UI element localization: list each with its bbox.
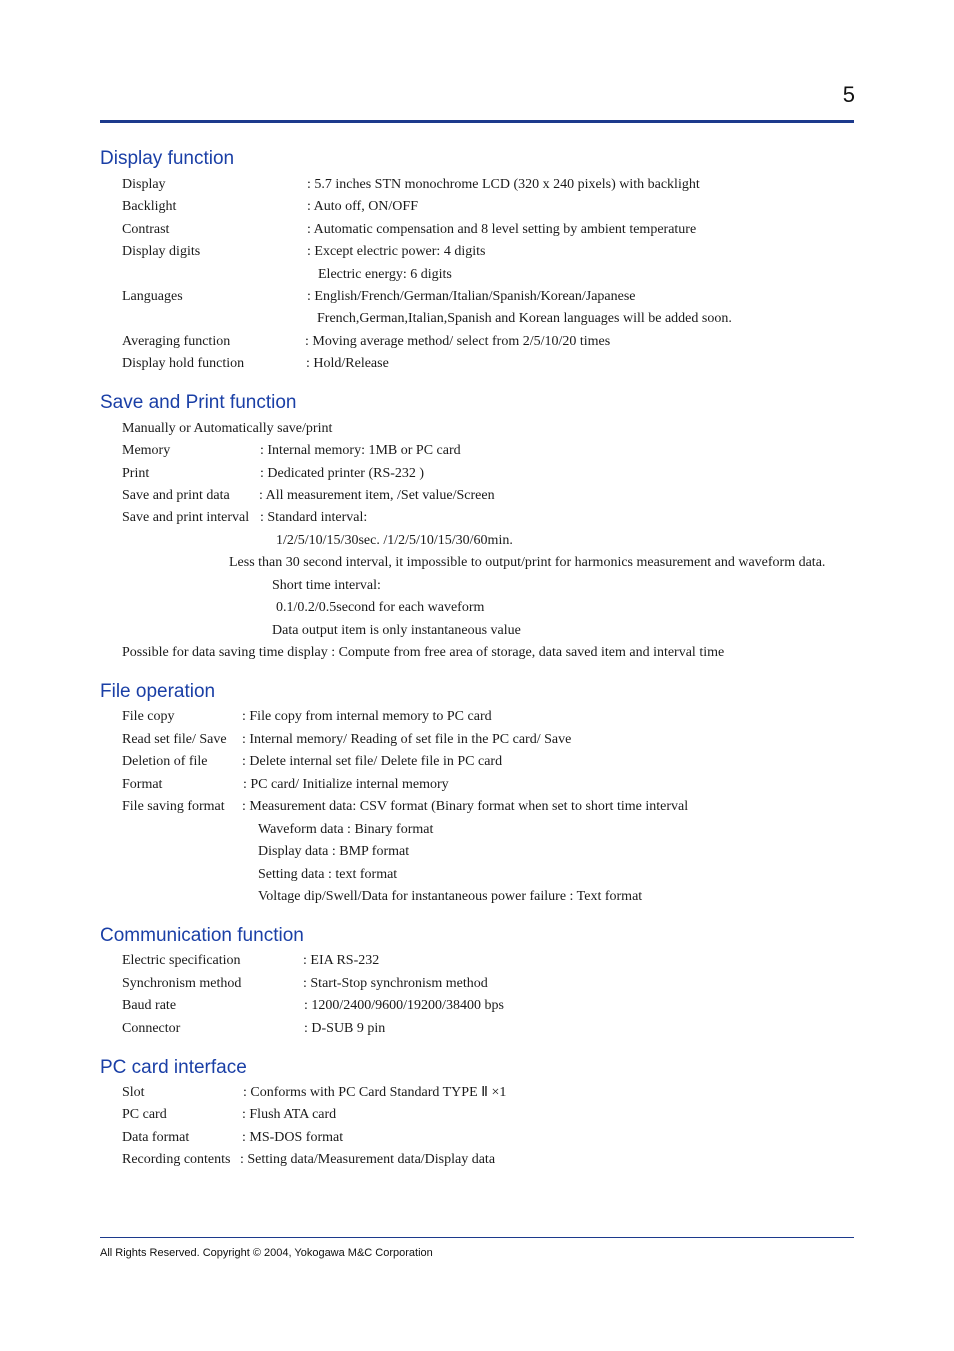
read-set-file-value: : Internal memory/ Reading of set file in the PC card/ Save	[242, 732, 572, 747]
interval-note: Less than 30 second interval, it impossible to output/print for harmonics measurement and waveform data.	[229, 555, 826, 570]
display-hold-label: Display hold function	[122, 356, 245, 371]
slot-value: : Conforms with PC Card Standard TYPE Ⅱ ×1	[243, 1085, 507, 1100]
recording-contents-label: Recording contents	[122, 1152, 231, 1167]
deletion-of-file-value: : Delete internal set file/ Delete file in PC card	[242, 754, 503, 769]
page-number: 5	[842, 82, 855, 107]
setting-data-format: Setting data : text format	[258, 867, 398, 882]
communication-heading: Communication function	[100, 925, 304, 946]
backlight-label: Backlight	[122, 199, 177, 214]
top-divider	[100, 120, 854, 123]
backlight-value: : Auto off, ON/OFF	[307, 199, 418, 214]
deletion-of-file-label: Deletion of file	[122, 754, 208, 769]
baud-rate-label: Baud rate	[122, 998, 177, 1013]
data-output-note: Data output item is only instantaneous value	[272, 623, 521, 638]
file-copy-label: File copy	[122, 709, 175, 724]
contrast-value: : Automatic compensation and 8 level setting by ambient temperature	[307, 222, 697, 237]
print-value: : Dedicated printer (RS-232 )	[260, 466, 425, 481]
display-label: Display	[122, 177, 166, 192]
languages-value: : English/French/German/Italian/Spanish/Korean/Japanese	[307, 289, 636, 304]
format-label: Format	[122, 777, 163, 792]
display-digits-label: Display digits	[122, 244, 201, 259]
data-format-value: : MS-DOS format	[242, 1130, 344, 1145]
display-hold-value: : Hold/Release	[306, 356, 389, 371]
file-operation-heading: File operation	[100, 681, 216, 702]
save-print-interval-value: : Standard interval:	[260, 510, 368, 525]
pc-card-value: : Flush ATA card	[242, 1107, 337, 1122]
connector-label: Connector	[122, 1021, 181, 1036]
display-data-format: Display data : BMP format	[258, 844, 410, 859]
format-value: : PC card/ Initialize internal memory	[243, 777, 449, 792]
save-print-interval-label: Save and print interval	[122, 510, 250, 525]
electric-spec-value: : EIA RS-232	[303, 953, 380, 968]
contrast-label: Contrast	[122, 222, 170, 237]
print-label: Print	[122, 466, 150, 481]
save-print-intro: Manually or Automatically save/print	[122, 421, 333, 436]
short-interval-label: Short time interval:	[272, 578, 381, 593]
averaging-function-value: : Moving average method/ select from 2/5/10/20 times	[305, 334, 611, 349]
electric-spec-label: Electric specification	[122, 953, 241, 968]
bottom-divider	[100, 1237, 854, 1238]
sync-method-label: Synchronism method	[122, 976, 242, 991]
memory-label: Memory	[122, 443, 171, 458]
file-saving-format-label: File saving format	[122, 799, 225, 814]
display-value: : 5.7 inches STN monochrome LCD (320 x 240 pixels) with backlight	[307, 177, 700, 192]
slot-label: Slot	[122, 1085, 145, 1100]
saving-time-display: Possible for data saving time display : Compute from free area of storage, data saved item and interval time	[122, 645, 725, 660]
waveform-data-format: Waveform data : Binary format	[258, 822, 434, 837]
data-format-label: Data format	[122, 1130, 190, 1145]
languages-label: Languages	[122, 289, 183, 304]
read-set-file-label: Read set file/ Save	[122, 732, 227, 747]
file-copy-value: : File copy from internal memory to PC card	[242, 709, 492, 724]
sync-method-value: : Start-Stop synchronism method	[303, 976, 488, 991]
standard-interval-values: 1/2/5/10/15/30sec. /1/2/5/10/15/30/60min.	[276, 533, 513, 548]
display-function-heading: Display function	[100, 148, 235, 169]
connector-value: : D-SUB 9 pin	[304, 1021, 386, 1036]
pc-card-label: PC card	[122, 1107, 167, 1122]
pc-card-heading: PC card interface	[100, 1057, 247, 1078]
baud-rate-value: : 1200/2400/9600/19200/38400 bps	[304, 998, 504, 1013]
save-print-data-value: : All measurement item, /Set value/Screen	[259, 488, 495, 503]
voltage-dip-format: Voltage dip/Swell/Data for instantaneous power failure : Text format	[258, 889, 643, 904]
display-digits-continuation: Electric energy: 6 digits	[318, 267, 452, 282]
save-print-heading: Save and Print function	[100, 392, 297, 413]
recording-contents-value: : Setting data/Measurement data/Display data	[240, 1152, 496, 1167]
copyright-footer: All Rights Reserved. Copyright © 2004, Yokogawa M&C Corporation	[100, 1247, 433, 1259]
short-interval-values: 0.1/0.2/0.5second for each waveform	[276, 600, 485, 615]
save-print-data-label: Save and print data	[122, 488, 230, 503]
memory-value: : Internal memory: 1MB or PC card	[260, 443, 461, 458]
averaging-function-label: Averaging function	[122, 334, 231, 349]
languages-continuation: French,German,Italian,Spanish and Korean languages will be added soon.	[317, 311, 732, 326]
file-saving-format-value: : Measurement data: CSV format (Binary format when set to short time interval	[242, 799, 689, 814]
display-digits-value: : Except electric power: 4 digits	[307, 244, 486, 259]
